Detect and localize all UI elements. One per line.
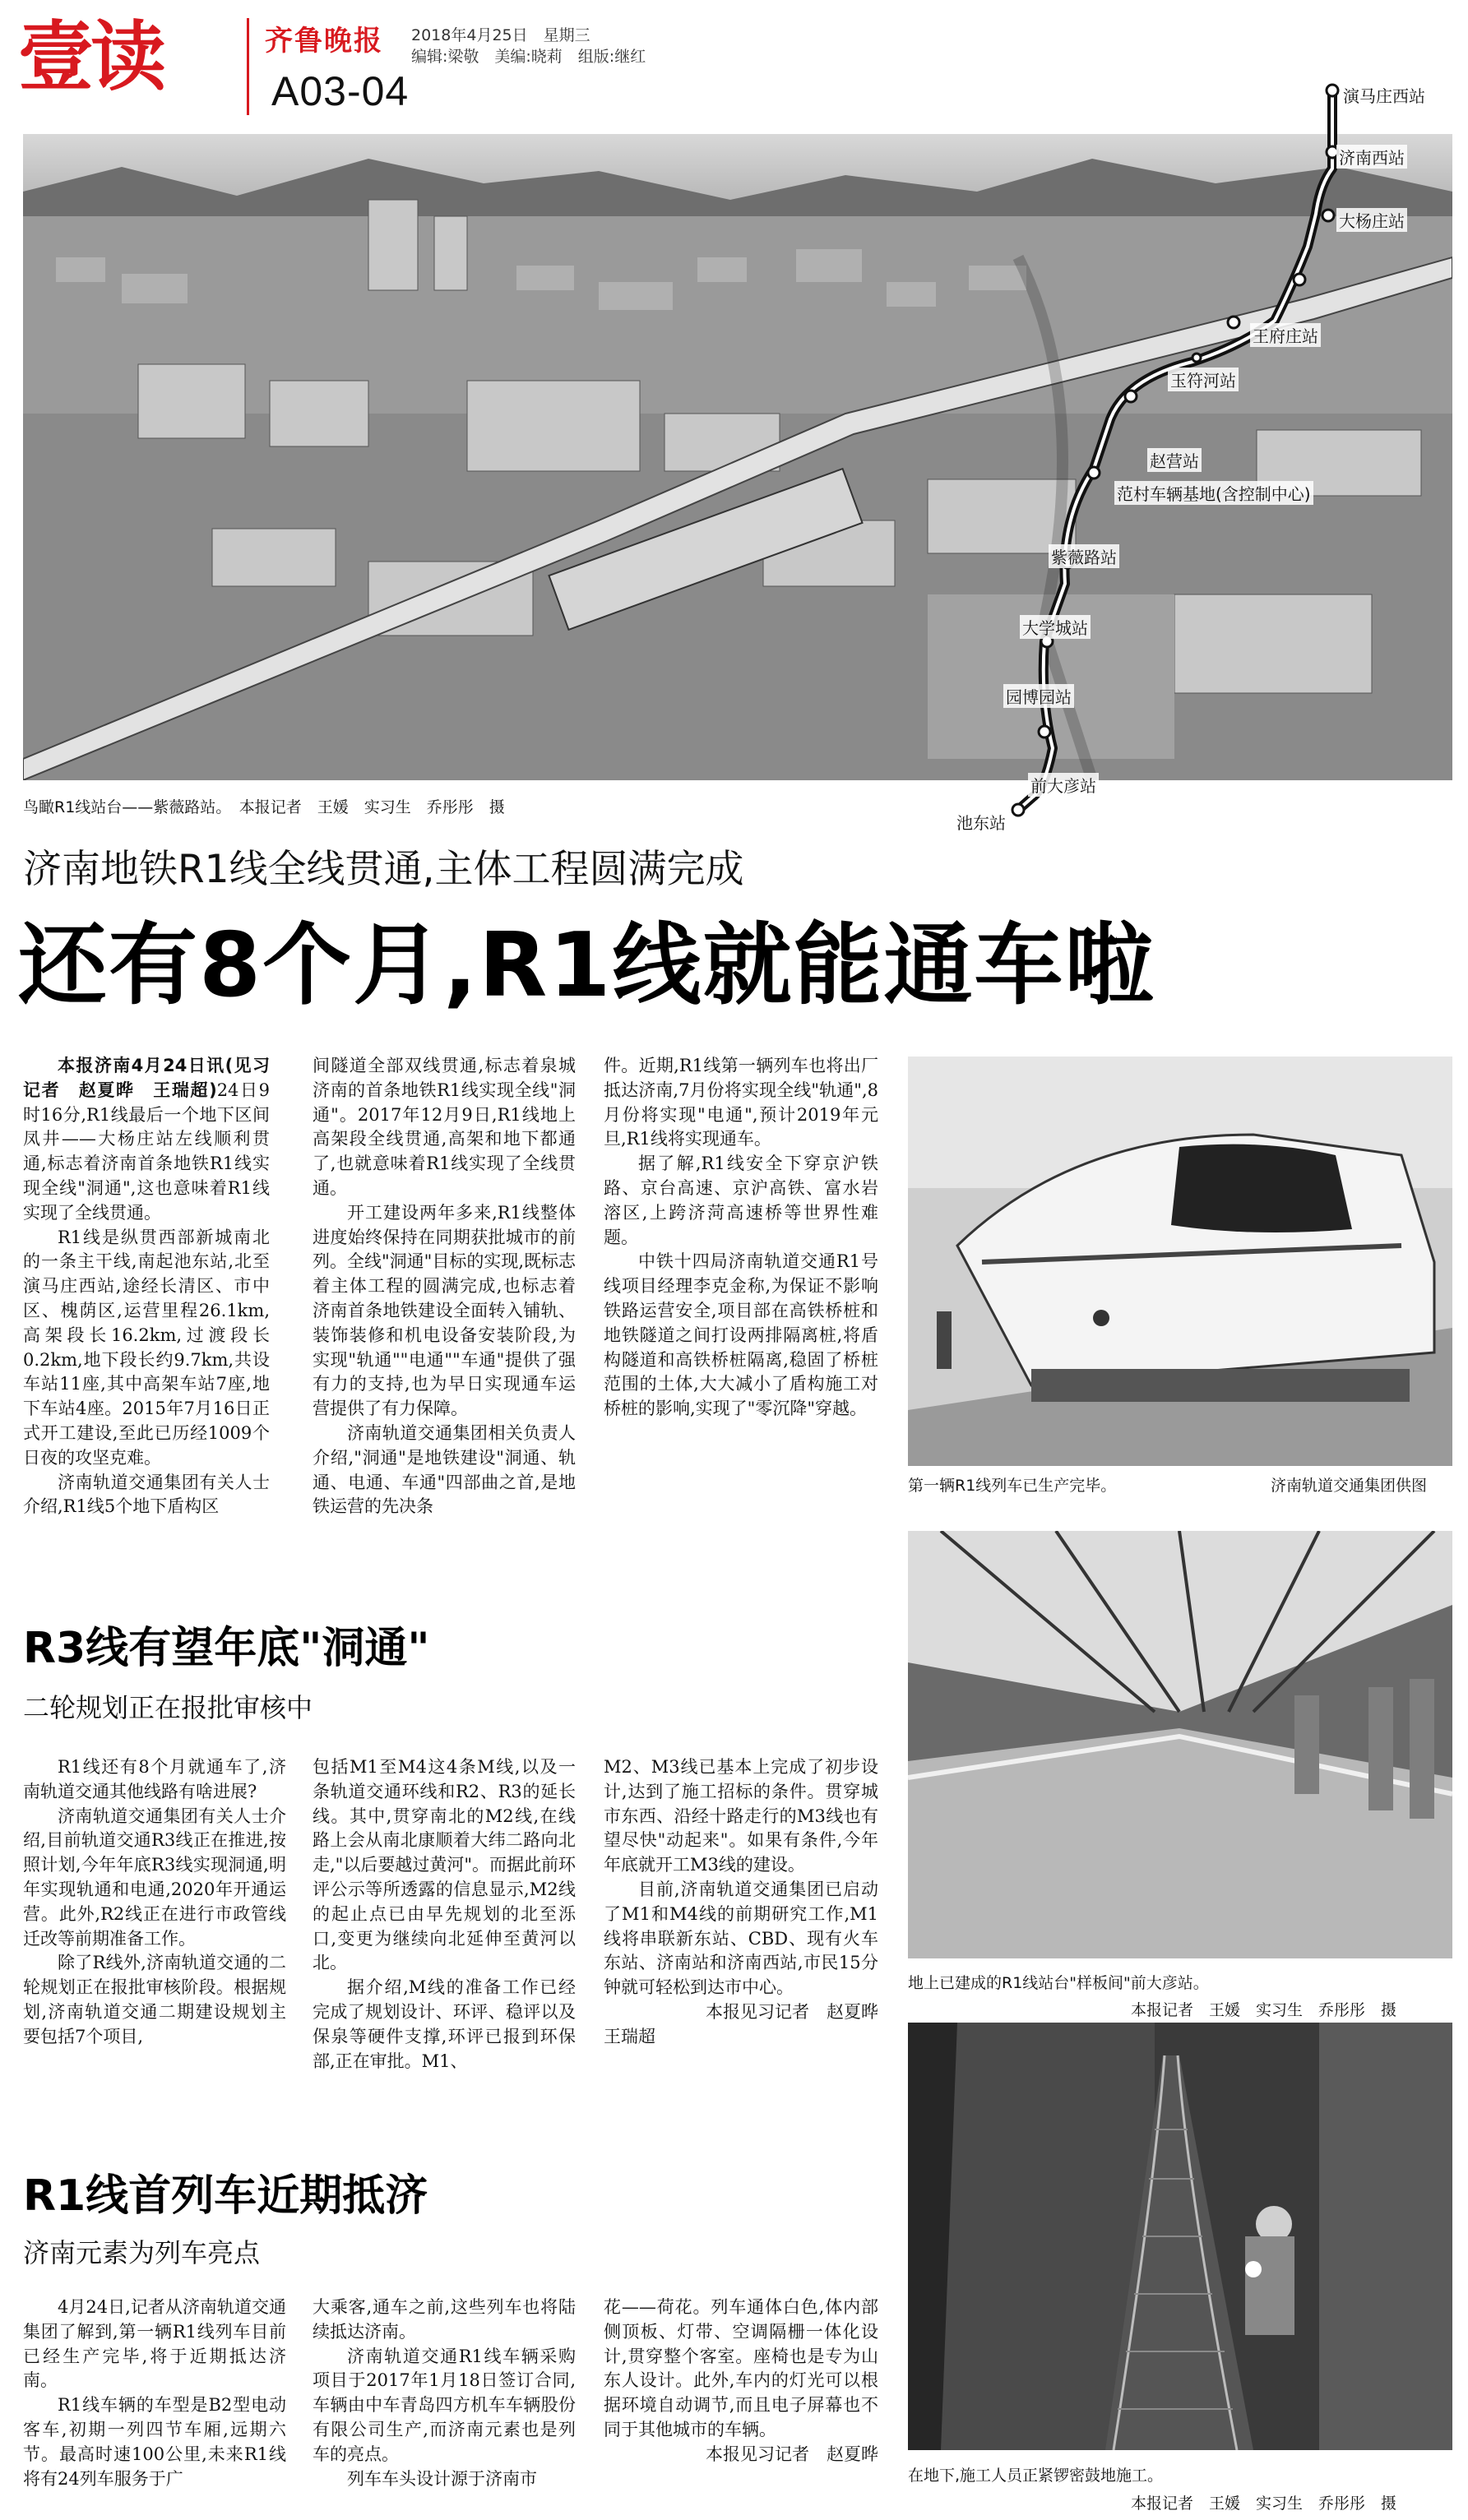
section3-column-3 <box>604 2296 878 2509</box>
map-station: 赵营站 <box>1147 448 1202 472</box>
map-station: 池东站 <box>954 810 1008 834</box>
first-train-photo <box>908 1057 1452 1466</box>
section-logo: 壹读 <box>18 13 164 101</box>
section3-column-1 <box>23 2296 286 2509</box>
section3-paragraph: 列车车头设计源于济南市 <box>347 2468 537 2489</box>
photo3-caption: 地上已建成的R1线站台"样板间"前大彦站。 <box>908 1974 1209 1992</box>
map-station: 演马庄西站 <box>1341 83 1428 107</box>
article1-paragraph: 济南轨道交通集团有关人士介绍,R1线5个地下盾构区 <box>23 1472 270 1517</box>
section3-subtitle: 济南元素为列车亮点 <box>23 2237 261 2268</box>
section3-paragraph: R1线车辆的车型是B2型电动客车,初期一列四节车厢,远期六节。最高时速100公里,未来R1线将有24列车服务于广 <box>23 2395 286 2489</box>
article1-column-2 <box>313 1054 576 1560</box>
section2-paragraph: M2、M3线已基本上完成了初步设计,达到了施工招标的条件。贯穿城市东西、沿经十路走行的M3线也有望尽快"动起来"。如果有条件,今年年底就开工M3线的建设。 <box>604 1757 878 1875</box>
article1-column-3 <box>604 1054 878 1560</box>
map-station: 大杨庄站 <box>1336 208 1407 232</box>
section3-column-2 <box>313 2296 576 2509</box>
photo2-credit: 济南轨道交通集团供图 <box>1271 1477 1428 1495</box>
section2-byline: 本报见习记者 赵夏晔 <box>706 2001 878 2022</box>
issue-date: 2018年4月25日 星期三 <box>411 26 590 44</box>
article1-paragraph: 据了解,R1线安全下穿京沪铁路、京台高速、京沪高铁、富水岩溶区,上跨济菏高速桥等世界性难题。 <box>604 1154 878 1247</box>
section2-paragraph: R1线还有8个月就通车了,济南轨道交通其他线路有啥进展? <box>23 1757 286 1801</box>
section3-paragraph: 花——荷花。列车通体白色,体内部侧顶板、灯带、空调隔栅一体化设计,贯穿整个客室。座椅也是专为山东人设计。此外,车内的灯光可以根据环境自动调节,而且电子屏幕也不同于其他城市的车辆。 <box>604 2297 878 2439</box>
article1-paragraph: 济南轨道交通集团相关负责人介绍,"洞通"是地铁建设"洞通、轨通、电通、车通"四部曲之首,是地铁运营的先决条 <box>313 1422 576 1517</box>
article1-column-1 <box>23 1054 270 1560</box>
article1-paragraph: R1线是纵贯西部新城南北的一条主干线,南起池东站,北至演马庄西站,途经长清区、市中区、槐荫区,运营里程26.1km,高架段长16.2km,过渡段长0.2km,地下段长约9.7km,共设车站11座,其中高架车站7座,地下车站4座。2015年7月16日正式开工建设,至此已历经1009个日夜的攻坚克难。 <box>23 1227 270 1468</box>
map-station: 前大彦站 <box>1028 773 1099 797</box>
section3-title: R1线首列车近期抵济 <box>23 2171 428 2221</box>
photo2-caption: 第一辆R1线列车已生产完毕。 <box>908 1477 1117 1495</box>
section2-column-2 <box>313 1755 576 2117</box>
photo4-credit: 本报记者 王媛 实习生 乔彤彤 摄 <box>1131 2495 1397 2513</box>
hero-caption: 鸟瞰R1线站台——紫薇路站。 本报记者 王媛 实习生 乔彤彤 摄 <box>23 798 505 816</box>
section3-byline: 本报见习记者 赵夏晔 <box>706 2444 878 2464</box>
headline-main: 还有8个月,R1线就能通车啦 <box>18 914 1155 1017</box>
station-platform-photo <box>908 1531 1452 1958</box>
map-station: 紫薇路站 <box>1049 544 1119 568</box>
section2-paragraph: 包括M1至M4这4条M线,以及一条轨道交通环线和R2、R3的延长线。其中,贯穿南北的M2线,在线路上会从南北康顺着大纬二路向北走,"以后要越过黄河"。而据此前环评公示等所透露的信息显示,M2线的起止点已由早先规划的北至泺口,变更为继续向北延伸至黄河以北。 <box>313 1757 576 1973</box>
section2-column-1 <box>23 1755 286 2117</box>
article1-paragraph: 24日9时16分,R1线最后一个地下区间凤井——大杨庄站左线顺利贯通,标志着济南首条地铁R1线实现全线"洞通",这也意味着R1线实现了全线贯通。 <box>23 1080 270 1223</box>
map-station: 园博园站 <box>1003 684 1074 708</box>
section2-paragraph: 目前,济南轨道交通集团已启动了M1和M4线的前期研究工作,M1线将串联新东站、CBD、现有火车东站、济南站和济南西站,市民15分钟就可轻松到达市中心。 <box>604 1879 878 1998</box>
section2-paragraph: 除了R线外,济南轨道交通的二轮规划正在报批审核阶段。根据规划,济南轨道交通二期建设规划主要包括7个项目, <box>23 1953 286 2046</box>
article1-paragraph: 中铁十四局济南轨道交通R1号线项目经理李克金称,为保证不影响铁路运营安全,项目部在高铁桥桩和地铁隧道之间打设两排隔离桩,将盾构隧道和高铁桥桩隔离,稳固了桥桩范围的土体,大大减小了盾构施工对桥桩的影响,实现了"零沉降"穿越。 <box>604 1251 878 1419</box>
section2-byline: 王瑞超 <box>604 2026 655 2046</box>
map-station: 济南西站 <box>1336 145 1407 169</box>
editor-credits: 编辑:梁敬 美编:晓莉 组版:继红 <box>411 48 646 66</box>
newspaper-name: 齐鲁晚报 <box>265 25 383 58</box>
photo3-credit: 本报记者 王媛 实习生 乔彤彤 摄 <box>1131 2001 1397 2019</box>
article1-paragraph: 间隧道全部双线贯通,标志着泉城济南的首条地铁R1线实现全线"洞通"。2017年12月9日,R1线地上高架段全线贯通,高架和地下都通了,也就意味着R1线实现了全线贯通。 <box>313 1056 576 1198</box>
section2-subtitle: 二轮规划正在报批审核中 <box>23 1692 313 1723</box>
section2-title: R3线有望年底"洞通" <box>23 1624 430 1673</box>
headline-subtitle: 济南地铁R1线全线贯通,主体工程圆满完成 <box>23 847 744 892</box>
section2-paragraph: 据介绍,M线的准备工作已经完成了规划设计、环评、稳评以及保泉等硬件支撑,环评已报到环保部,正在审批。M1、 <box>313 1977 576 2071</box>
r1-line-map <box>962 74 1456 863</box>
article1-paragraph: 开工建设两年多来,R1线整体进度始终保持在同期获批城市的前列。全线"洞通"目标的实现,既标志着主体工程的圆满完成,也标志着济南首条地铁建设全面转入铺轨、装饰装修和机电设备安装阶段,为实现"轨通""电通""车通"提供了强有力的支持,也为早日实现通车运营提供了有力保障。 <box>313 1202 576 1419</box>
section3-paragraph: 大乘客,通车之前,这些列车也将陆续抵达济南。 <box>313 2297 576 2342</box>
map-station: 范村车辆基地(含控制中心) <box>1114 481 1313 505</box>
section3-paragraph: 4月24日,记者从济南轨道交通集团了解到,第一辆R1线列车目前已经生产完毕,将于近期抵达济南。 <box>23 2297 286 2391</box>
map-station: 玉符河站 <box>1168 368 1239 391</box>
map-station: 王府庄站 <box>1250 323 1321 347</box>
article1-paragraph: 件。近期,R1线第一辆列车也将出厂抵达济南,7月份将实现全线"轨通",8月份将实现"电通",预计2019年元旦,R1线将实现通车。 <box>604 1056 878 1149</box>
photo4-caption: 在地下,施工人员正紧锣密鼓地施工。 <box>908 2467 1164 2485</box>
tunnel-construction-photo <box>908 2023 1452 2450</box>
page-number: A03-04 <box>271 68 410 114</box>
section2-paragraph: 济南轨道交通集团有关人士介绍,目前轨道交通R3线正在推进,按照计划,今年年底R3线实现洞通,明年实现轨通和电通,2020年开通运营。此外,R2线正在进行市政管线迁改等前期准备工作。 <box>23 1806 286 1949</box>
article1-dateline: 本报济南4月24日讯(见习记者 赵夏晔 王瑞超) <box>23 1056 270 1100</box>
map-station: 大学城站 <box>1020 615 1091 639</box>
masthead-divider <box>247 18 249 115</box>
section2-column-3 <box>604 1755 878 2117</box>
section3-paragraph: 济南轨道交通R1线车辆采购项目于2017年1月18日签订合同,车辆由中车青岛四方机车车辆股份有限公司生产,而济南元素也是列车的亮点。 <box>313 2346 576 2464</box>
